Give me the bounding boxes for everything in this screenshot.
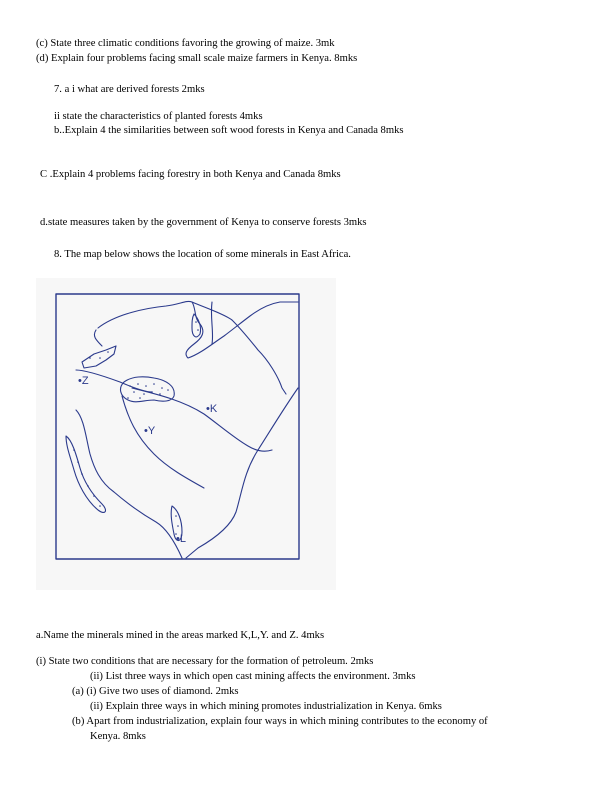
question-8a: a.Name the minerals mined in the areas marked K,L,Y. and Z. 4mks [36,630,325,641]
lake-north [192,314,201,337]
question-8-a-i: (a) (i) Give two uses of diamond. 2mks [72,686,239,697]
question-8-a-ii: (ii) Explain three ways in which mining promotes industrialization in Kenya. 6mks [90,701,442,712]
map-border [56,294,299,559]
question-8-b-line1: (b) Apart from industrialization, explain four ways in which mining contributes to the economy of [72,716,488,727]
question-6d: (d) Explain four problems facing small scale maize farmers in Kenya. 8mks [36,53,358,64]
lake-west [82,346,116,368]
map-label-z: •Z [78,375,89,387]
map-stipple [73,321,199,535]
east-africa-minerals-map [36,278,336,590]
map-drawing [36,278,336,590]
question-8-b-line2: Kenya. 8mks [90,731,146,742]
coastline-south-west [76,330,182,558]
question-7a-ii: ii state the characteristics of planted forests 4mks [54,111,263,122]
question-8-i: (i) State two conditions that are necessary for the formation of petroleum. 2mks [36,656,374,667]
question-7b: b..Explain 4 the similarities between soft wood forests in Kenya and Canada 8mks [54,125,404,136]
lake-south-strip [66,436,105,512]
question-7d: d.state measures taken by the government of Kenya to conserve forests 3mks [40,217,367,228]
map-label-l: •L [176,533,186,545]
map-label-k: •K [206,403,218,415]
border-east [132,388,272,451]
map-label-y: •Y [144,425,156,437]
question-7a-i: 7. a i what are derived forests 2mks [54,84,205,95]
question-8-intro: 8. The map below shows the location of some minerals in East Africa. [54,249,351,260]
question-6c: (c) State three climatic conditions favoring the growing of maize. 3mk [36,38,335,49]
question-7c: C .Explain 4 problems facing forestry in both Kenya and Canada 8mks [40,169,341,180]
question-8-ii: (ii) List three ways in which open cast mining affects the environment. 3mks [90,671,416,682]
border-inner-south [122,396,204,488]
